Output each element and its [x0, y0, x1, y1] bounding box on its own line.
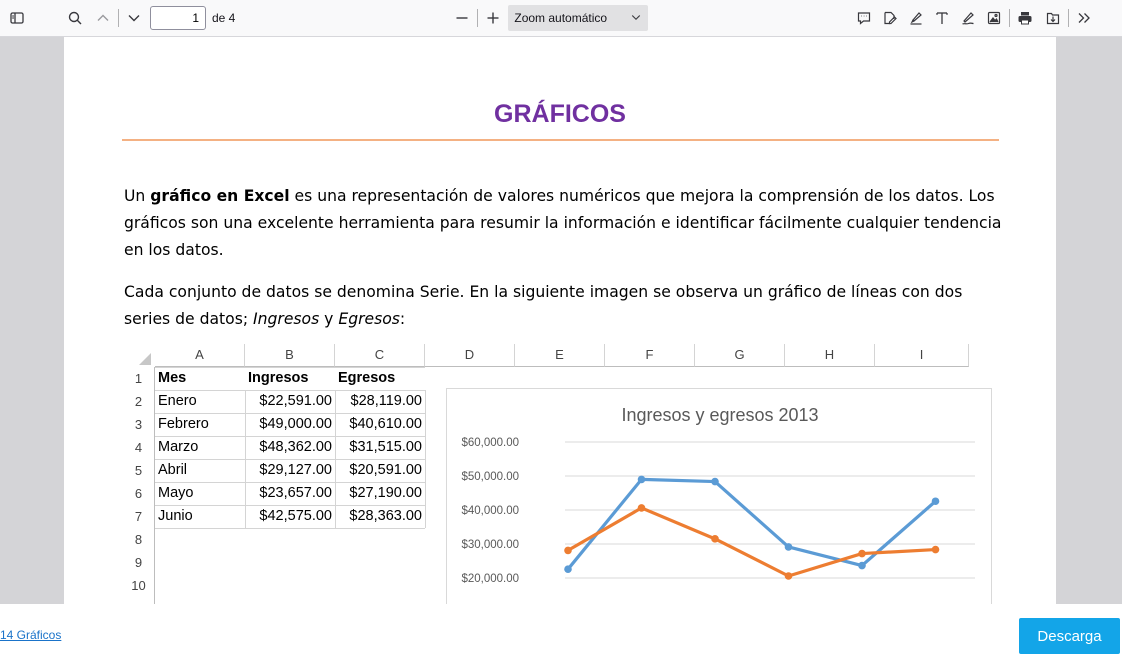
data-point-ingresos [638, 476, 646, 484]
column-header-f: F [605, 344, 695, 367]
toolbar-separator [1009, 9, 1010, 27]
zoom-select[interactable] [508, 5, 648, 31]
cell-ingresos: $42,575.00 [259, 508, 332, 524]
para2-mid: y [319, 310, 339, 328]
cell-mes: Abril [158, 462, 188, 478]
grid-line [425, 390, 426, 528]
chevron-down-icon [630, 11, 642, 26]
cell-ingresos: $22,591.00 [259, 393, 332, 409]
cell-mes: Mayo [158, 485, 194, 501]
y-tick-label: $60,000.00 [461, 437, 519, 449]
toolbar-separator [118, 9, 119, 27]
data-point-egresos [564, 547, 572, 555]
y-tick-label: $50,000.00 [461, 471, 519, 483]
grid-line [155, 528, 425, 529]
para1-bold: gráfico en Excel [150, 187, 290, 205]
chart-title: Ingresos y egresos 2013 [621, 405, 819, 425]
sidebar-icon[interactable] [5, 6, 29, 30]
paragraph-series [124, 279, 1004, 333]
table-header-mes: Mes [158, 370, 187, 386]
document-link[interactable]: 14 Gráficos [0, 628, 62, 642]
table-header-egresos: Egresos [338, 370, 396, 386]
text-icon[interactable] [930, 6, 954, 30]
data-point-egresos [932, 546, 940, 554]
column-header-i: I [875, 344, 969, 367]
column-header-a: A [155, 344, 245, 367]
document-title: GRÁFICOS [494, 100, 626, 128]
print-icon[interactable] [1013, 6, 1037, 30]
paragraph-intro [124, 183, 1004, 264]
chevron-up-icon[interactable] [91, 6, 115, 30]
data-point-ingresos [785, 543, 793, 551]
chevron-down-icon[interactable] [122, 6, 146, 30]
row-header: 4 [123, 436, 155, 459]
row-header: 5 [123, 459, 155, 482]
document-viewer[interactable] [0, 37, 1122, 604]
cell-mes: Marzo [158, 439, 199, 455]
column-header-c: C [335, 344, 425, 367]
y-tick-label: $20,000.00 [461, 573, 519, 585]
data-point-egresos [858, 550, 866, 558]
toolbar-separator [477, 9, 478, 27]
data-point-ingresos [932, 497, 940, 505]
column-header-b: B [245, 344, 335, 367]
row-header: 9 [123, 551, 155, 574]
spreadsheet-image [123, 344, 969, 604]
toolbar-separator [1068, 9, 1069, 27]
para2-em-egresos: Egresos [338, 310, 400, 328]
title-underline [122, 139, 999, 141]
cell-ingresos: $23,657.00 [259, 485, 332, 501]
cell-mes: Febrero [158, 416, 209, 432]
table-header-ingresos: Ingresos [248, 370, 309, 386]
comment-icon[interactable] [852, 6, 876, 30]
cell-egresos: $28,119.00 [350, 393, 422, 409]
para2-em-ingresos: Ingresos [253, 310, 320, 328]
row-header: 6 [123, 482, 155, 505]
row-header: 3 [123, 413, 155, 436]
cell-egresos: $40,610.00 [349, 416, 422, 432]
download-button[interactable]: Descarga [1019, 618, 1120, 654]
minus-icon[interactable] [450, 6, 474, 30]
y-tick-label: $40,000.00 [461, 505, 519, 517]
para2-post: : [399, 310, 406, 328]
para2-pre: Cada conjunto de datos se denomina Serie. En la siguiente imagen se observa un gráfico de líneas con dos series de datos; [124, 283, 963, 328]
search-icon[interactable] [63, 6, 87, 30]
cell-mes: Enero [158, 393, 197, 409]
line-chart [446, 388, 992, 604]
pdf-page [64, 37, 1056, 604]
column-header-e: E [515, 344, 605, 367]
column-header-d: D [425, 344, 515, 367]
column-header-g: G [695, 344, 785, 367]
y-tick-label: $30,000.00 [461, 539, 519, 551]
highlight-icon[interactable] [904, 6, 928, 30]
signature-icon[interactable] [878, 6, 902, 30]
plus-icon[interactable] [481, 6, 505, 30]
zoom-select-label: Zoom automático [514, 11, 608, 25]
row-header: 1 [123, 367, 155, 390]
page-count-label: de 4 [212, 11, 236, 25]
cell-egresos: $20,591.00 [349, 462, 422, 478]
cell-egresos: $31,515.00 [349, 439, 422, 455]
more-tools-icon[interactable] [1072, 6, 1096, 30]
row-header: 8 [123, 528, 155, 551]
column-header-h: H [785, 344, 875, 367]
pdf-toolbar [0, 0, 1122, 37]
cell-egresos: $27,190.00 [349, 485, 422, 501]
series-line-egresos [568, 508, 936, 576]
data-point-ingresos [858, 562, 866, 570]
select-all-corner [139, 353, 151, 365]
image-icon[interactable] [982, 6, 1006, 30]
draw-icon[interactable] [956, 6, 980, 30]
row-header: 7 [123, 505, 155, 528]
cell-mes: Junio [158, 508, 193, 524]
chart-svg [447, 389, 993, 604]
page-number-input[interactable] [150, 6, 206, 30]
data-point-egresos [785, 572, 793, 580]
data-point-ingresos [711, 478, 719, 486]
para1-pre: Un [124, 187, 151, 205]
cell-ingresos: $48,362.00 [259, 439, 332, 455]
cell-egresos: $28,363.00 [349, 508, 422, 524]
row-header: 2 [123, 390, 155, 413]
data-point-egresos [638, 504, 646, 512]
data-point-egresos [711, 535, 719, 543]
cell-ingresos: $49,000.00 [259, 416, 332, 432]
data-point-ingresos [564, 565, 572, 573]
para1-post: es una representación de valores numéricos que mejora la comprensión de los datos. Los gráficos son una excelente herramienta para resumir la información e identificar fácilmente cualquier tendencia en los datos. [124, 187, 1002, 259]
cell-ingresos: $29,127.00 [259, 462, 332, 478]
save-icon[interactable] [1041, 6, 1065, 30]
row-header: 10 [123, 574, 155, 597]
row-header-partial [123, 597, 155, 604]
